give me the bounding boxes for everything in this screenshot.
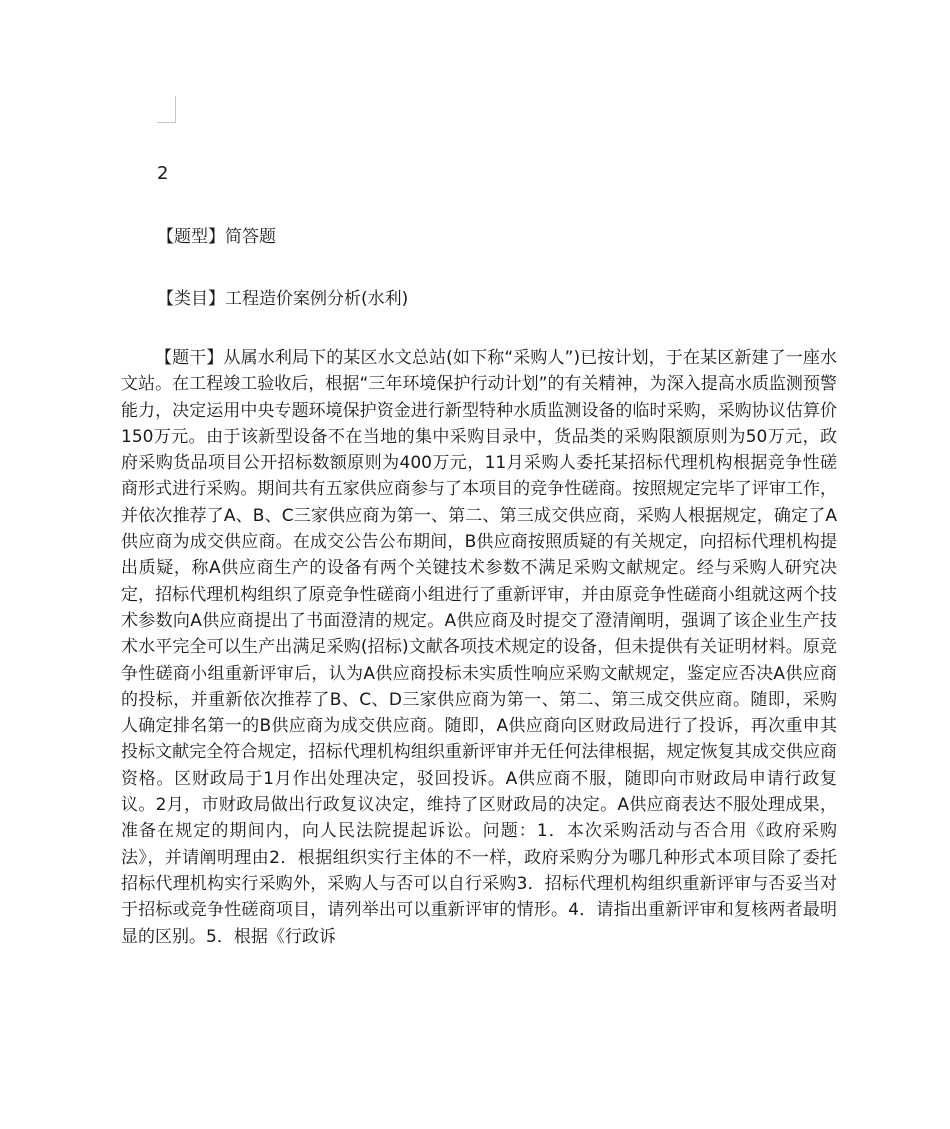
stem-label: 【题干】 bbox=[155, 348, 224, 368]
category-label: 【类目】 bbox=[157, 289, 225, 309]
page-number: 2 bbox=[157, 163, 169, 184]
question-type-line bbox=[157, 223, 276, 251]
page-corner-mark bbox=[157, 96, 176, 123]
question-type-value: 简答题 bbox=[225, 227, 276, 247]
question-type-label: 【题型】 bbox=[157, 227, 225, 247]
category-line bbox=[157, 285, 408, 313]
category-value: 工程造价案例分析(水利) bbox=[225, 289, 409, 309]
question-stem-paragraph bbox=[121, 345, 837, 950]
stem-text: 从属水利局下的某区水文总站(如下称“采购人”)已按计划，于在某区新建了一座水文站。在工程竣工验收后，根据“三年环境保护行动计划”的有关精神，为深入提高水质监测预警能力，决定运用中央专题环境保护资金进行新型特种水质监测设备的临时采购，采购协议估算价150万元。由于该新型设备不在当地的集中采购目录中，货品类的采购限额原则为50万元，政府采购货品项目公开招标数额原则为400万元，11月采购人委托某招标代理机构根据竞争性磋商形式进行采购。期间共有五家供应商参与了本项目的竞争性磋商。按照规定完毕了评审工作，并依次推荐了A、B、C三家供应商为第一、第二、第三成交供应商，采购人根据规定，确定了A供应商为成交供应商。在成交公告公布期间，B供应商按照质疑的有关规定，向招标代理机构提出质疑，称A供应商生产的设备有两个关键技术参数不满足采购文献规定。经与采购人研究决定，招标代理机构组织了原竞争性磋商小组进行了重新评审，并由原竞争性磋商小组就这两个技术参数向A供应商提出了书面澄清的规定。A供应商及时提交了澄清阐明，强调了该企业生产技术水平完全可以生产出满足采购(招标)文献各项技术规定的设备，但未提供有关证明材料。原竞争性磋商小组重新评审后，认为A供应商投标未实质性响应采购文献规定，鉴定应否决A供应商的投标，并重新依次推荐了B、C、D三家供应商为第一、第二、第三成交供应商。随即，采购人确定排名第一的B供应商为成交供应商。随即，A供应商向区财政局进行了投诉，再次重申其投标文献完全符合规定，招标代理机构组织重新评审并无任何法律根据，规定恢复其成交供应商资格。区财政局于1月作出处理决定，驳回投诉。A供应商不服，随即向市财政局申请行政复议。2月，市财政局做出行政复议决定，维持了区财政局的决定。A供应商表达不服处理成果，准备在规定的期间内，向人民法院提起诉讼。问题：1．本次采购活动与否合用《政府采购法》，并请阐明理由2．根据组织实行主体的不一样，政府采购分为哪几种形式本项目除了委托招标代理机构实行采购外，采购人与否可以自行采购3．招标代理机构组织重新评审与否妥当对于招标或竞争性磋商项目，请列举出可以重新评审的情形。4．请指出重新评审和复核两者最明显的区别。5．根据《行政诉 bbox=[121, 348, 837, 947]
